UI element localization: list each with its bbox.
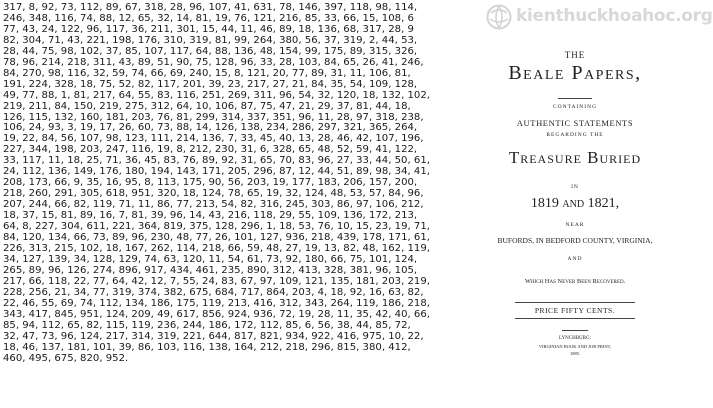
cover-publisher-year: 1885. <box>569 351 581 356</box>
cipher-line: 106, 24, 93, 3, 19, 17, 26, 60, 73, 88, 14, 126, 138, 234, 286, 297, 321, 365, 264, <box>3 122 418 134</box>
cipher-number-text <box>3 3 458 405</box>
cipher-line: 226, 313, 215, 102, 18, 167, 262, 114, 218, 66, 59, 48, 27, 19, 13, 82, 48, 162, 119, <box>3 242 430 254</box>
cipher-line: 32, 47, 73, 96, 124, 217, 314, 319, 221, 644, 817, 821, 934, 922, 416, 975, 10, 22, <box>3 330 424 342</box>
cipher-line: 265, 89, 96, 126, 274, 896, 917, 434, 461, 235, 890, 312, 413, 328, 381, 96, 105, <box>3 264 418 276</box>
cover-the: THE <box>564 50 586 60</box>
cipher-line: 317, 8, 92, 73, 112, 89, 67, 318, 28, 96, 107, 41, 631, 78, 146, 397, 118, 98, 114, <box>3 2 418 13</box>
cipher-line: 228, 256, 21, 34, 77, 319, 374, 382, 675, 684, 717, 864, 203, 4, 18, 92, 16, 63, 82, <box>3 286 424 298</box>
cover-containing: CONTAINING <box>552 104 598 110</box>
cipher-line: 18, 46, 137, 181, 101, 39, 86, 103, 116, 138, 164, 212, 218, 296, 815, 380, 412, <box>3 341 411 353</box>
cipher-line: 191, 224, 328, 18, 75, 52, 82, 117, 201, 39, 23, 217, 27, 21, 84, 35, 54, 109, 128, <box>3 78 418 90</box>
cipher-line: 84, 120, 134, 66, 73, 89, 96, 230, 48, 77, 26, 101, 127, 936, 218, 439, 178, 171, 61, <box>3 232 430 244</box>
cover-price: PRICE FIFTY CENTS. <box>515 302 635 319</box>
cover-in: IN <box>571 184 579 190</box>
cipher-line: 34, 127, 139, 34, 128, 129, 74, 63, 120, 11, 54, 61, 73, 92, 180, 66, 75, 101, 124, <box>3 253 418 265</box>
cipher-line: 219, 211, 84, 150, 219, 275, 312, 64, 10, 106, 87, 75, 47, 21, 29, 37, 81, 44, 18, <box>3 100 411 112</box>
cipher-line: 49, 77, 88, 1, 81, 217, 64, 55, 83, 116, 251, 269, 311, 96, 54, 32, 120, 18, 132, 102, <box>3 89 430 101</box>
cover-publisher: VIRGINIAN BOOK AND JOB PRINT, <box>538 344 612 349</box>
cipher-line: 78, 96, 214, 218, 311, 43, 89, 51, 90, 75, 128, 96, 33, 28, 103, 84, 65, 26, 41, 246, <box>3 56 424 68</box>
cipher-line: 28, 44, 75, 98, 102, 37, 85, 107, 117, 64, 88, 136, 48, 154, 99, 175, 89, 315, 326, <box>3 45 418 57</box>
cipher-line: 227, 344, 198, 203, 247, 116, 19, 8, 212, 230, 31, 6, 328, 65, 48, 52, 59, 41, 122, <box>3 144 418 156</box>
cipher-line: 217, 66, 118, 22, 77, 64, 42, 12, 7, 55, 24, 83, 67, 97, 109, 121, 135, 181, 203, 219, <box>3 275 430 287</box>
cipher-line: 82, 304, 71, 43, 221, 198, 176, 310, 319, 81, 99, 264, 380, 56, 37, 319, 2, 44, 53, <box>3 34 418 46</box>
cipher-line: 24, 112, 136, 149, 176, 180, 194, 143, 171, 205, 296, 87, 12, 44, 51, 89, 98, 34, 41, <box>3 166 430 178</box>
cover-regarding: REGARDING THE <box>546 132 604 138</box>
cipher-line: 246, 348, 116, 74, 88, 12, 65, 32, 14, 81, 19, 76, 121, 216, 85, 33, 66, 15, 108, 6 <box>3 12 414 24</box>
cover-and: AND <box>567 256 583 262</box>
site-watermark <box>486 2 713 38</box>
cipher-line: 64, 8, 227, 304, 611, 221, 364, 819, 375, 128, 296, 1, 18, 53, 76, 10, 15, 23, 19, 71, <box>3 221 430 233</box>
cipher-line: 218, 260, 291, 305, 618, 951, 320, 18, 124, 78, 65, 19, 32, 124, 48, 53, 57, 84, 96, <box>3 188 424 200</box>
cipher-line: 207, 244, 66, 82, 119, 71, 11, 86, 77, 213, 54, 82, 316, 245, 303, 86, 97, 106, 212, <box>3 199 424 211</box>
cipher-line: 343, 417, 845, 951, 124, 209, 49, 617, 856, 924, 936, 72, 19, 28, 11, 35, 42, 40, 66, <box>3 308 430 320</box>
cipher-line: 77, 43, 24, 122, 96, 117, 36, 211, 301, 15, 44, 11, 46, 89, 18, 136, 68, 317, 28, 9 <box>3 23 414 35</box>
cipher-line: 460, 495, 675, 820, 952. <box>3 352 129 364</box>
cover-location: BUFORDS, IN BEDFORD COUNTY, VIRGINIA, <box>497 236 653 245</box>
cipher-line: 126, 115, 132, 160, 181, 203, 76, 81, 299, 314, 337, 351, 96, 11, 28, 97, 318, 238, <box>3 111 424 123</box>
divider-rule <box>562 330 588 331</box>
cipher-line: 208, 173, 66, 9, 35, 16, 95, 8, 113, 175, 90, 56, 203, 19, 177, 183, 206, 157, 200, <box>3 177 418 189</box>
cipher-line: 18, 37, 15, 81, 89, 16, 7, 81, 39, 96, 14, 43, 216, 118, 29, 55, 109, 136, 172, 213, <box>3 210 418 222</box>
cipher-line: 22, 46, 55, 69, 74, 112, 134, 186, 175, 119, 213, 416, 312, 343, 264, 119, 186, 218, <box>3 297 430 309</box>
cover-authentic-statements: AUTHENTIC STATEMENTS <box>516 118 634 128</box>
cipher-line: 84, 270, 98, 116, 32, 59, 74, 66, 69, 240, 15, 8, 121, 20, 77, 89, 31, 11, 106, 81, <box>3 67 411 79</box>
divider-rule <box>558 98 592 99</box>
cipher-line: 33, 117, 11, 18, 25, 71, 36, 45, 83, 76, 89, 92, 31, 65, 70, 83, 96, 27, 33, 44, 50, 61, <box>3 155 430 167</box>
cover-years: 1819 and 1821, <box>530 196 620 211</box>
globe-logo-icon <box>486 4 512 30</box>
cover-near: NEAR <box>565 222 585 228</box>
cover-publisher-city: LYNCHBURG: <box>558 336 591 341</box>
book-title-page <box>470 0 680 408</box>
cipher-line: 85, 94, 112, 65, 82, 115, 119, 236, 244, 186, 172, 112, 85, 6, 56, 38, 44, 85, 72, <box>3 319 411 331</box>
cover-never-recovered: Which Has Never Been Recovered. <box>524 278 626 285</box>
cover-treasure-buried: Treasure Buried <box>508 148 642 167</box>
cipher-line: 19, 22, 84, 56, 107, 98, 123, 111, 214, 136, 7, 33, 45, 40, 13, 28, 46, 42, 107, 196, <box>3 133 424 145</box>
watermark-text: kienthuckhoahoc.org <box>516 6 713 26</box>
cover-title: Beale Papers, <box>508 62 642 84</box>
